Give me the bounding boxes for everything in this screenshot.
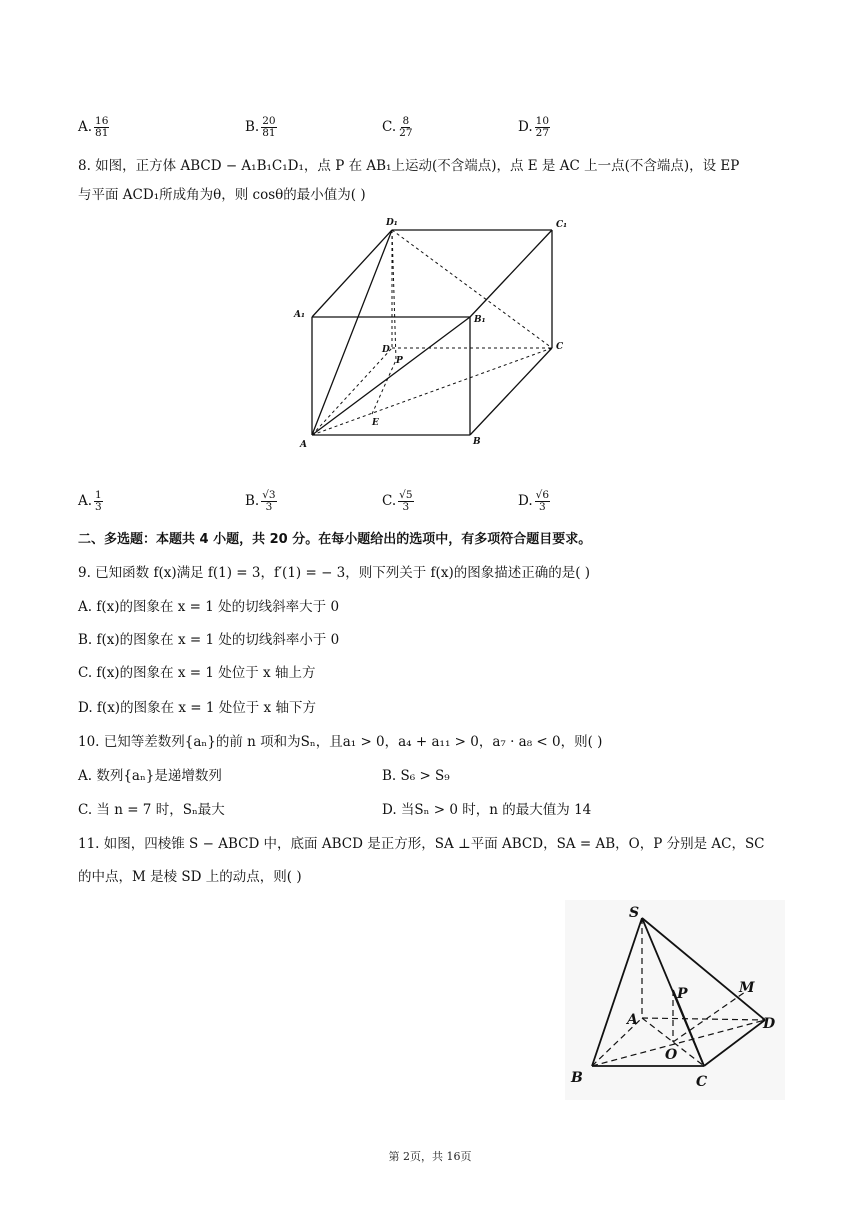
q8-option-d: D. $\frac{√6}{3}$: [518, 489, 550, 513]
q11-stem-line1: 11. 如图，四棱锥 S − ABCD 中，底面 ABCD 是正方形，SA ⊥平面 ABCD，SA = AB，O，P 分别是 AC，SC: [78, 836, 765, 852]
label-B: B: [571, 1070, 583, 1086]
label-P: P: [396, 356, 403, 366]
q10-option-b: B. S₆ > S₉: [382, 768, 450, 784]
q7-option-b: B. $\frac{20}{81}$: [245, 115, 276, 139]
q8-option-c: C. $\frac{√5}{3}$: [382, 489, 413, 513]
label-C: C: [696, 1074, 708, 1090]
q9-option-b: B. f(x)的图象在 x = 1 处的切线斜率小于 0: [78, 632, 340, 648]
q9-option-c: C. f(x)的图象在 x = 1 处位于 x 轴上方: [78, 665, 316, 681]
label-M: M: [739, 980, 755, 996]
q8-option-b: B. $\frac{√3}{3}$: [245, 489, 276, 513]
label-B1: B₁: [474, 315, 486, 325]
label-A: A: [300, 440, 307, 450]
q8-option-a: A. $\frac{1}{3}$: [78, 489, 102, 513]
q7-option-c: C. $\frac{8}{27}$: [382, 115, 413, 139]
q9-option-d: D. f(x)的图象在 x = 1 处位于 x 轴下方: [78, 700, 316, 716]
q8-stem-line1: 8. 如图，正方体 ABCD − A₁B₁C₁D₁，点 P 在 AB₁上运动(不含端点)，点 E 是 AC 上一点(不含端点)，设 EP: [78, 158, 740, 174]
q10-option-d: D. 当Sₙ > 0 时，n 的最大值为 14: [382, 802, 592, 818]
q7-option-d: D. $\frac{10}{27}$: [518, 115, 550, 139]
label-A1: A₁: [294, 310, 305, 320]
page-footer: 第 2页，共 16页: [388, 1150, 472, 1163]
q10-option-c: C. 当 n = 7 时，Sₙ最大: [78, 802, 225, 818]
label-D: D: [763, 1016, 776, 1032]
q9-option-a: A. f(x)的图象在 x = 1 处的切线斜率大于 0: [78, 599, 340, 615]
label-A: A: [627, 1012, 638, 1028]
q9-stem: 9. 已知函数 f(x)满足 f(1) = 3，f′(1) = − 3，则下列关于 f(x)的图象描述正确的是( ): [78, 565, 591, 581]
q8-stem-line2: 与平面 ACD₁所成角为θ，则 cosθ的最小值为( ): [78, 187, 366, 203]
q11-stem-line2: 的中点，M 是棱 SD 上的动点，则( ): [78, 869, 302, 885]
label-S: S: [629, 905, 640, 921]
label-D1: D₁: [386, 218, 398, 228]
label-D: D: [382, 345, 390, 355]
label-C: C: [556, 342, 564, 352]
q10-option-a: A. 数列{aₙ}是递增数列: [78, 768, 222, 784]
label-C1: C₁: [556, 220, 568, 230]
label-B: B: [473, 437, 481, 447]
q7-option-a: A. $\frac{16}{81}$: [78, 115, 109, 139]
section-heading-multi-choice: 二、多选题：本题共 4 小题，共 20 分。在每小题给出的选项中，有多项符合题目要求。: [78, 532, 592, 547]
label-P: P: [677, 986, 688, 1002]
label-E: E: [372, 418, 379, 428]
q11-pyramid-figure: [565, 900, 785, 1100]
q10-stem: 10. 已知等差数列{aₙ}的前 n 项和为Sₙ，且a₁ > 0，a₄ + a₁₁ > 0，a₇ · a₈ < 0，则( ): [78, 734, 603, 750]
label-O: O: [665, 1047, 678, 1063]
q8-cube-figure: [280, 210, 590, 460]
